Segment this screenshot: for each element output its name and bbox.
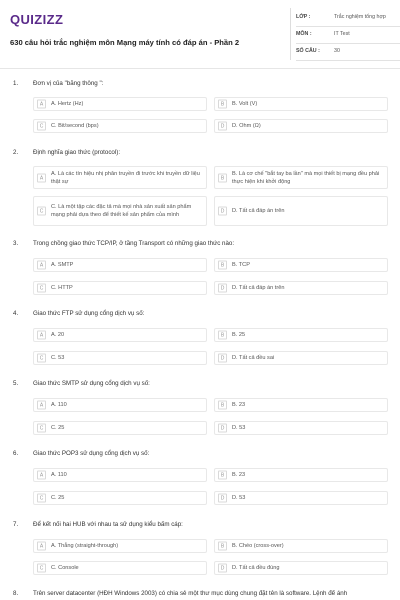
- option-letter: B: [218, 173, 227, 182]
- option-letter: D: [218, 564, 227, 573]
- option-letter: C: [37, 354, 46, 363]
- header-divider: [290, 8, 291, 60]
- option-letter: D: [218, 122, 227, 131]
- question-text: Giao thức POP3 sử dụng cổng dịch vụ số:: [33, 450, 150, 457]
- option-b[interactable]: [214, 539, 388, 553]
- option-letter: A: [37, 401, 46, 410]
- option-letter: A: [37, 471, 46, 480]
- option-text: A. 110: [51, 472, 67, 478]
- option-b[interactable]: [214, 468, 388, 482]
- question-text: Định nghĩa giao thức (protocol):: [33, 149, 121, 156]
- option-text: D. Tất cả đều đúng: [232, 565, 280, 571]
- option-letter: C: [37, 122, 46, 131]
- option-text: B. Volt (V): [232, 101, 258, 107]
- option-letter: B: [218, 542, 227, 551]
- meta-label: SỐ CÂU :: [296, 48, 320, 54]
- question-text: Trên server datacenter (HĐH Windows 2003) có chia sẻ một thư mục dùng chung đặt tên là software. Lệnh để ánh: [33, 590, 348, 597]
- option-text: C. 53: [51, 355, 65, 361]
- option-text: C. Console: [51, 565, 79, 571]
- option-b[interactable]: [214, 166, 388, 189]
- question-text: Trong chồng giao thức TCP/IP, ở tầng Transport có những giao thức nào:: [33, 240, 235, 247]
- option-letter: B: [218, 331, 227, 340]
- option-d[interactable]: [214, 421, 388, 435]
- meta-value: Trắc nghiệm tổng hợp: [334, 14, 386, 20]
- option-a[interactable]: [33, 398, 207, 412]
- option-b[interactable]: [214, 398, 388, 412]
- option-text: C. HTTP: [51, 285, 73, 291]
- option-c[interactable]: [33, 491, 207, 505]
- option-letter: D: [218, 284, 227, 293]
- question-number: 5.: [13, 380, 19, 387]
- option-text: C. 25: [51, 425, 65, 431]
- option-c[interactable]: [33, 421, 207, 435]
- worksheet-header: [8, 8, 392, 60]
- option-letter: A: [37, 542, 46, 551]
- option-text: C. 25: [51, 495, 65, 501]
- question-text: Giao thức FTP sử dụng cổng dịch vụ số:: [33, 310, 145, 317]
- option-a[interactable]: [33, 328, 207, 342]
- question-number: 2.: [13, 149, 19, 156]
- quizizz-logo: QUIZIZZ: [10, 12, 64, 27]
- option-d[interactable]: [214, 281, 388, 295]
- option-text: D. Tất cả đều sai: [232, 355, 275, 361]
- option-letter: B: [218, 100, 227, 109]
- meta-value: IT Test: [334, 31, 350, 37]
- option-text: C. Là một tập các đặc tả mà mọi nhà sản xuất sản phẩm mạng phải dựa theo để thiết kế sản phẩm của mình: [51, 204, 192, 218]
- option-a[interactable]: [33, 166, 207, 189]
- option-letter: A: [37, 173, 46, 182]
- option-c[interactable]: [33, 281, 207, 295]
- option-text: D. Tất cả đáp án trên: [232, 285, 285, 291]
- option-c[interactable]: [33, 351, 207, 365]
- option-letter: B: [218, 471, 227, 480]
- option-text: D. 53: [232, 425, 246, 431]
- option-a[interactable]: [33, 97, 207, 111]
- option-letter: C: [37, 494, 46, 503]
- option-text: A. 110: [51, 402, 67, 408]
- question-number: 7.: [13, 521, 19, 528]
- option-c[interactable]: [33, 561, 207, 575]
- option-letter: A: [37, 261, 46, 270]
- option-text: D. Ohm (Ω): [232, 123, 261, 129]
- worksheet-meta: [296, 10, 400, 61]
- option-c[interactable]: [33, 196, 207, 226]
- option-letter: A: [37, 100, 46, 109]
- option-letter: C: [37, 424, 46, 433]
- question-number: 6.: [13, 450, 19, 457]
- option-text: C. Bit/second (bps): [51, 123, 99, 129]
- option-c[interactable]: [33, 119, 207, 133]
- question-text: Giao thức SMTP sử dụng cổng dịch vụ số:: [33, 380, 150, 387]
- option-text: D. Tất cả đáp án trên: [232, 208, 285, 214]
- option-text: A. Hertz (Hz): [51, 101, 84, 107]
- option-text: A. Là các tín hiệu nhị phân truyền đi trước khi truyền dữ liệu thật sự: [51, 170, 200, 185]
- meta-row-class: [296, 10, 400, 27]
- option-letter: B: [218, 261, 227, 270]
- option-text: A. 20: [51, 332, 65, 338]
- option-d[interactable]: [214, 196, 388, 226]
- header-rule: [0, 68, 400, 69]
- meta-label: LỚP :: [296, 14, 311, 20]
- meta-label: MÔN :: [296, 31, 312, 37]
- option-letter: D: [218, 207, 227, 216]
- question-text: Để kết nối hai HUB với nhau ta sử dụng kiểu bấm cáp:: [33, 521, 183, 528]
- option-letter: C: [37, 564, 46, 573]
- question-number: 8.: [13, 590, 19, 597]
- option-text: A. Thẳng (straight-through): [51, 543, 119, 549]
- option-text: B. 23: [232, 402, 246, 408]
- option-b[interactable]: [214, 97, 388, 111]
- option-d[interactable]: [214, 119, 388, 133]
- option-letter: D: [218, 424, 227, 433]
- option-text: B. 25: [232, 332, 246, 338]
- question-text: Đơn vị của "băng thông ":: [33, 80, 104, 87]
- option-letter: B: [218, 401, 227, 410]
- option-letter: D: [218, 494, 227, 503]
- meta-value: 30: [334, 48, 340, 54]
- option-letter: D: [218, 354, 227, 363]
- question-number: 4.: [13, 310, 19, 317]
- option-a[interactable]: [33, 468, 207, 482]
- option-b[interactable]: [214, 328, 388, 342]
- option-letter: C: [37, 284, 46, 293]
- option-text: D. 53: [232, 495, 246, 501]
- option-text: B. Chéo (cross-over): [232, 543, 284, 549]
- option-d[interactable]: [214, 561, 388, 575]
- question-number: 1.: [13, 80, 19, 87]
- option-text: B. TCP: [232, 262, 250, 268]
- option-text: B. 23: [232, 472, 246, 478]
- option-d[interactable]: [214, 491, 388, 505]
- option-b[interactable]: [214, 258, 388, 272]
- option-text: A. SMTP: [51, 262, 74, 268]
- option-text: B. Là cơ chế "bắt tay ba lần" mà mọi thiết bị mạng đều phải thực hiện khi khởi động: [232, 170, 380, 185]
- option-d[interactable]: [214, 351, 388, 365]
- meta-row-count: [296, 44, 400, 61]
- option-letter: A: [37, 331, 46, 340]
- option-a[interactable]: [33, 539, 207, 553]
- page-title: 630 câu hỏi trắc nghiệm môn Mạng máy tính có đáp án - Phần 2: [10, 38, 240, 47]
- question-number: 3.: [13, 240, 19, 247]
- option-letter: C: [37, 207, 46, 216]
- meta-row-subject: [296, 27, 400, 44]
- option-a[interactable]: [33, 258, 207, 272]
